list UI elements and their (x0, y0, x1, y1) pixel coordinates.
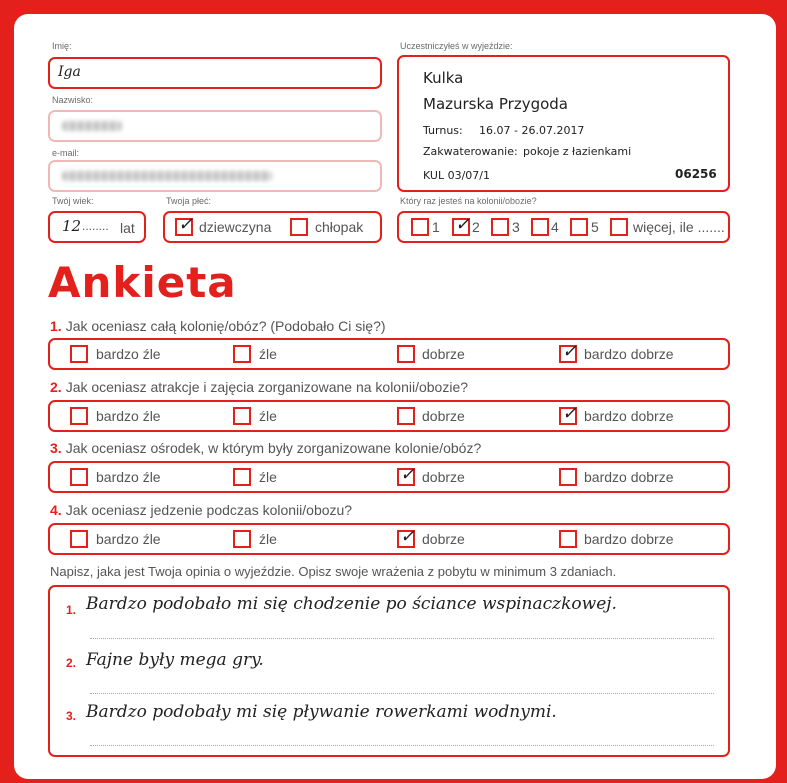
question-4-number: 4. (50, 502, 62, 518)
age-value: 12 (62, 217, 82, 235)
checkmark-icon: ✓ (400, 526, 416, 547)
opinion-2-number: 2. (66, 656, 77, 670)
turnus-label: Turnus: (423, 124, 463, 137)
q4-option-good: dobrze (422, 531, 465, 547)
turnus-value: 16.07 - 26.07.2017 (479, 124, 585, 137)
accommodation-value: pokoje z łazienkami (523, 145, 632, 158)
question-2 (50, 379, 468, 395)
times-option-1: 1 (432, 219, 440, 235)
question-2-number: 2. (50, 379, 62, 395)
gender-option-girl: dziewczyna (199, 219, 272, 235)
times-option-2: 2 (472, 219, 480, 235)
q1-option-bad: źle (259, 346, 277, 362)
question-1-answers (48, 338, 730, 370)
question-4-answers (48, 523, 730, 555)
email-redacted (62, 171, 272, 181)
checkmark-icon: ✓ (455, 214, 471, 235)
name-value: Iga (58, 64, 81, 80)
times-checkbox-more[interactable] (610, 218, 628, 236)
times-checkbox-3[interactable] (491, 218, 509, 236)
question-1-text: Jak oceniasz całą kolonię/obóz? (Podobało Ci się?) (65, 318, 386, 334)
q3-checkbox-good[interactable] (397, 464, 416, 486)
q1-checkbox-very-good[interactable] (559, 341, 578, 363)
q1-option-very-bad: bardzo źle (96, 346, 161, 362)
q2-checkbox-bad[interactable] (233, 407, 251, 425)
survey-title: Ankieta (48, 258, 237, 307)
trip-code: KUL 03/07/1 (423, 169, 490, 182)
q2-option-very-bad: bardzo źle (96, 408, 161, 424)
opinion-divider (90, 693, 714, 694)
times-checkbox-4[interactable] (531, 218, 549, 236)
opinion-3-text: Bardzo podobały mi się pływanie rowerkami wodnymi. (86, 702, 557, 722)
email-field[interactable] (48, 160, 382, 192)
name-field[interactable] (48, 57, 382, 89)
question-3 (50, 440, 481, 456)
times-checkbox-2[interactable] (452, 214, 471, 236)
q2-option-good: dobrze (422, 408, 465, 424)
opinion-divider (90, 745, 714, 746)
checkmark-icon: ✓ (562, 403, 578, 424)
gender-label: Twoja płeć: (166, 196, 212, 206)
q3-checkbox-very-bad[interactable] (70, 468, 88, 486)
opinion-prompt: Napisz, jaka jest Twoja opinia o wyjeździe. Opisz swoje wrażenia z pobytu w minimum 3 zdaniach. (50, 564, 617, 579)
gender-option-boy: chłopak (315, 219, 364, 235)
email-label: e-mail: (52, 148, 80, 158)
checkmark-icon: ✓ (562, 341, 578, 362)
surname-field[interactable] (48, 110, 382, 142)
age-field[interactable] (48, 211, 146, 243)
times-field (397, 211, 730, 243)
opinion-3-number: 3. (66, 709, 77, 723)
q3-checkbox-very-good[interactable] (559, 468, 577, 486)
times-option-5: 5 (591, 219, 599, 235)
gender-checkbox-girl[interactable] (175, 214, 194, 236)
q2-checkbox-very-good[interactable] (559, 403, 578, 425)
age-unit: lat (120, 220, 135, 236)
surname-label: Nazwisko: (52, 95, 94, 105)
trip-number: 06256 (675, 167, 717, 181)
q4-option-bad: źle (259, 531, 277, 547)
trip-label: Uczestniczyłeś w wyjeździe: (400, 41, 513, 51)
q2-option-very-good: bardzo dobrze (584, 408, 674, 424)
times-option-4: 4 (551, 219, 559, 235)
question-2-answers (48, 400, 730, 432)
q1-option-good: dobrze (422, 346, 465, 362)
gender-field (163, 211, 382, 243)
q2-checkbox-very-bad[interactable] (70, 407, 88, 425)
opinion-1-text: Bardzo podobało mi się chodzenie po ściance wspinaczkowej. (86, 594, 617, 614)
question-3-text: Jak oceniasz ośrodek, w którym były zorganizowane kolonie/obóz? (65, 440, 482, 456)
q3-option-very-good: bardzo dobrze (584, 469, 674, 485)
q1-checkbox-good[interactable] (397, 345, 415, 363)
trip-info-box (397, 55, 730, 192)
age-label: Twój wiek: (52, 196, 94, 206)
question-2-text: Jak oceniasz atrakcje i zajęcia zorganizowane na kolonii/obozie? (65, 379, 469, 395)
times-option-more: więcej, ile ....... (633, 219, 725, 235)
q1-option-very-good: bardzo dobrze (584, 346, 674, 362)
question-1 (50, 318, 386, 334)
q3-checkbox-bad[interactable] (233, 468, 251, 486)
opinion-divider (90, 638, 714, 639)
accommodation-label: Zakwaterowanie: (423, 145, 518, 158)
q2-checkbox-good[interactable] (397, 407, 415, 425)
opinion-2-text: Fajne były mega gry. (86, 650, 264, 670)
question-1-number: 1. (50, 318, 62, 334)
q4-checkbox-bad[interactable] (233, 530, 251, 548)
surname-redacted (62, 121, 122, 131)
q4-checkbox-very-bad[interactable] (70, 530, 88, 548)
q1-checkbox-bad[interactable] (233, 345, 251, 363)
times-option-3: 3 (512, 219, 520, 235)
trip-name: Kulka (423, 69, 464, 87)
q4-checkbox-very-good[interactable] (559, 530, 577, 548)
checkmark-icon: ✓ (400, 464, 416, 485)
times-checkbox-1[interactable] (411, 218, 429, 236)
q4-option-very-bad: bardzo źle (96, 531, 161, 547)
q2-option-bad: źle (259, 408, 277, 424)
q1-checkbox-very-bad[interactable] (70, 345, 88, 363)
question-3-answers (48, 461, 730, 493)
gender-checkbox-boy[interactable] (290, 218, 308, 236)
opinion-1-number: 1. (66, 603, 77, 617)
question-4-text: Jak oceniasz jedzenie podczas kolonii/obozu? (65, 502, 353, 518)
question-4 (50, 502, 352, 518)
trip-program: Mazurska Przygoda (423, 95, 568, 113)
times-label: Który raz jesteś na kolonii/obozie? (400, 196, 537, 206)
age-dots: ........ (82, 219, 109, 233)
question-3-number: 3. (50, 440, 62, 456)
times-checkbox-5[interactable] (570, 218, 588, 236)
checkmark-icon: ✓ (178, 214, 194, 235)
name-label: Imię: (52, 41, 72, 51)
q3-option-bad: źle (259, 469, 277, 485)
q4-checkbox-good[interactable] (397, 526, 416, 548)
q3-option-very-bad: bardzo źle (96, 469, 161, 485)
q4-option-very-good: bardzo dobrze (584, 531, 674, 547)
q3-option-good: dobrze (422, 469, 465, 485)
